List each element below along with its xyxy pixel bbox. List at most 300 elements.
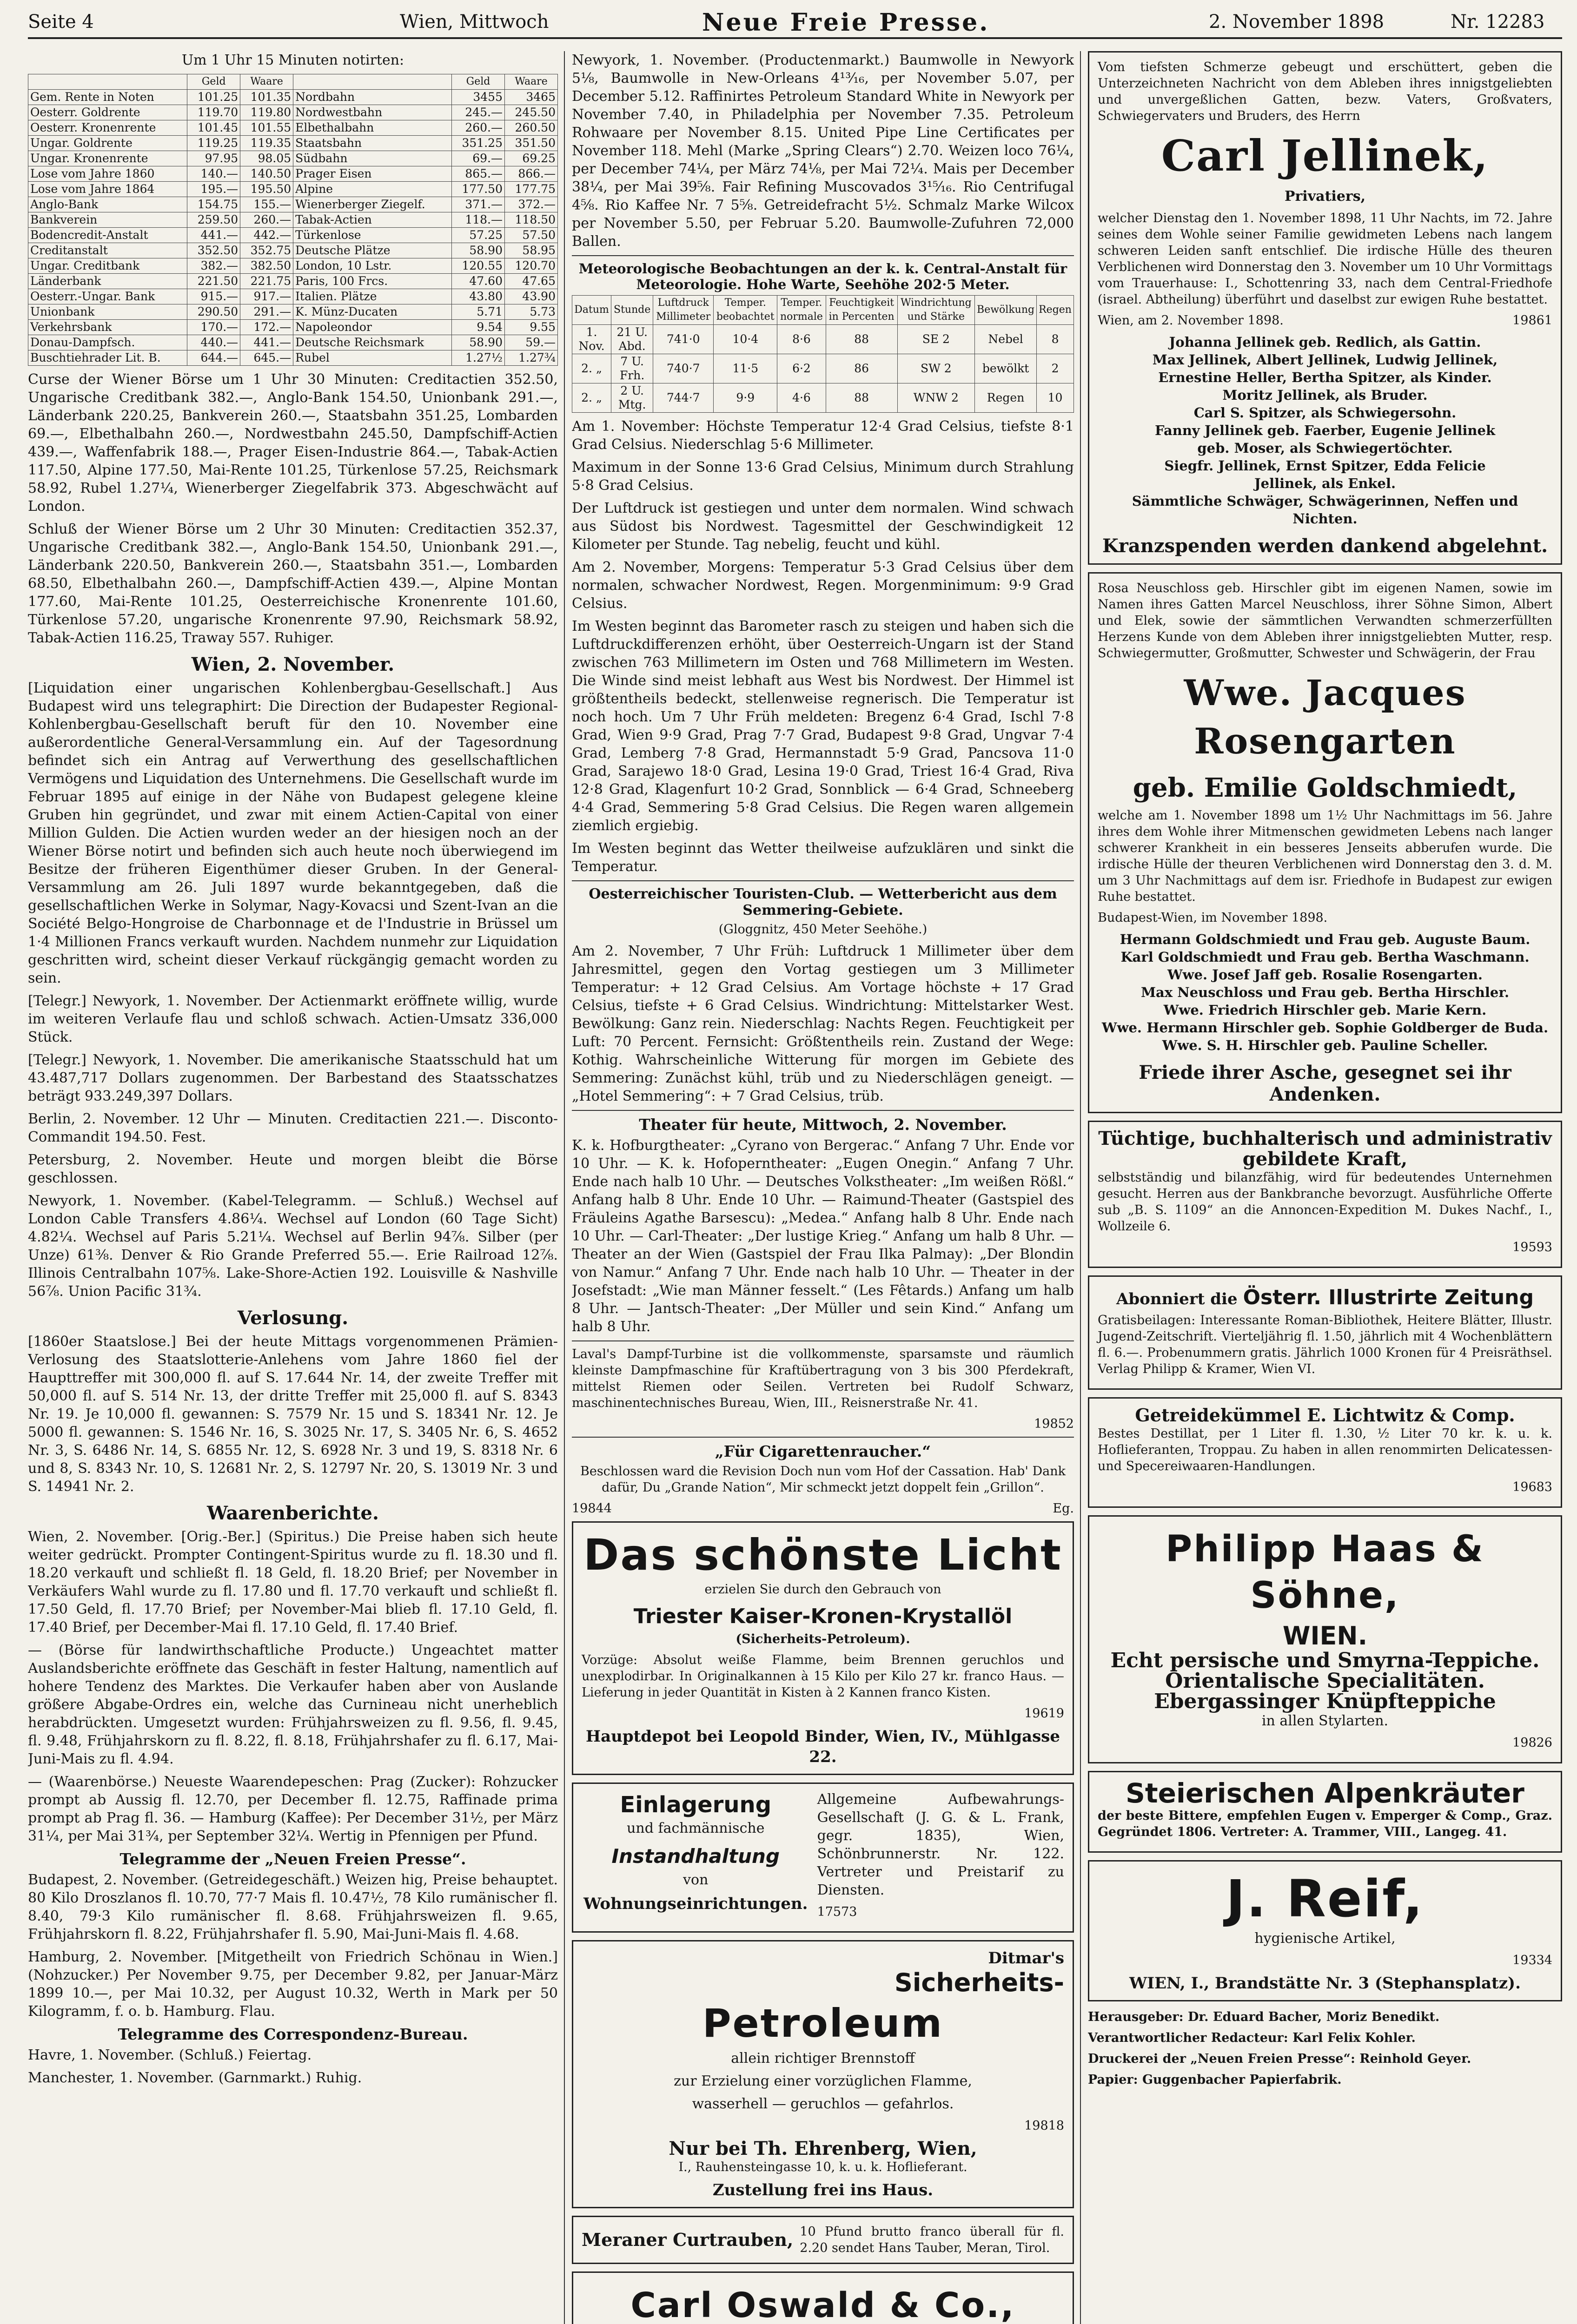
ad-line: Echt persische und Smyrna-Teppiche.: [1110, 1649, 1540, 1672]
article-waarenboerse: — (Waarenbörse.) Neueste Waarendepeschen: Prag (Zucker): Rohzucker prompt ab Aussig fl. 12.70, per December fl. 12.75, Raffinade prima prompt ab Prag fl. 36. — Hamburg (Kaffee): Per December 31½, per März 31¼, per Mai 31¾, per September 32¼. Wertig in Pfennigen per Pfund.: [28, 1774, 558, 1844]
ad-number: 19826: [1512, 1736, 1552, 1750]
relative-line: Wwe. Josef Jaff geb. Rosalie Rosengarten.: [1167, 967, 1483, 983]
col-header: Geld: [452, 74, 505, 90]
place-day: Wien, Mittwoch: [400, 11, 549, 33]
table-cell: 43.90: [504, 289, 557, 304]
obituary-date: Budapest-Wien, im November 1898.: [1098, 911, 1328, 925]
ad-line: zur Erzielung einer vorzüglichen Flamme,: [674, 2073, 972, 2089]
table-cell: Ungar. Creditbank: [28, 258, 187, 274]
table-row: [28, 212, 558, 228]
divider: [572, 880, 1074, 881]
table-cell: 98.05: [240, 151, 293, 166]
table-cell: Creditanstalt: [28, 243, 187, 258]
table-cell: 371.—: [452, 197, 505, 212]
table-cell: 101.55: [240, 120, 293, 136]
ad-line: Ebergassinger Knüpfteppiche: [1154, 1690, 1496, 1713]
table-cell: 915.—: [187, 289, 240, 304]
table-row: [28, 320, 558, 335]
table-cell: Oesterr.-Ungar. Bank: [28, 289, 187, 304]
obituary-jellinek: [1088, 51, 1562, 565]
table-cell: 195.—: [187, 182, 240, 197]
divider: [572, 1437, 1074, 1438]
table-cell: 58.90: [452, 243, 505, 258]
table-cell: Türkenlose: [293, 228, 452, 243]
met-text: Maximum in der Sonne 13·6 Grad Celsius, Minimum durch Strahlung 5·8 Grad Celsius.: [572, 459, 1074, 494]
relative-line: Johanna Jellinek geb. Redlich, als Gattin.: [1169, 334, 1481, 350]
ad-line: (Sicherheits-Petroleum).: [735, 1632, 910, 1646]
table-cell: 3455: [452, 90, 505, 105]
table-cell: 5.73: [504, 304, 557, 320]
table-cell: 3465: [504, 90, 557, 105]
table-cell: WNW 2: [897, 383, 974, 413]
relative-line: Hermann Goldschmiedt und Frau geb. Auguste Baum.: [1120, 931, 1531, 947]
article-spiritus: Wien, 2. November. [Orig.-Ber.] (Spiritus.) Die Preise haben sich heute weiter gedrückt. Prompter Contingent-Spiritus wurde zu fl. 18.30 und fl. 18.20 verkauft und schließt fl. 18 Geld, fl. 18.20 Brief; per November in Verkäufers Wahl wurde zu fl. 17.80 und fl. 17.70 verkauft und schließt fl. 17.50 Geld, fl. 17.70 Brief; per November-Mai blieb fl. 17.10 Geld, fl. 17.40 Brief, per December-Mai fl. 17.10 Geld, fl. 17.40 Brief.: [28, 1529, 558, 1636]
article-newyork-products: Newyork, 1. November. (Productenmarkt.) Baumwolle in Newyork 5⅛, Baumwolle in New-Orleans 4¹³⁄₁₆, per November 5.07, per December 5.12. Raffinirtes Petroleum Standard White in Newyork per November 7.40, in Philadelphia per November 7.35. Petroleum Rohwaare per November 8.15. United Pipe Line Certificates per November 118. Mehl (Marke „Spring Clears“) 2.70. Weizen loco 76¼, per December 74¼, per März 74⅛, per Mai 72¼. Mais per December 38¼, per Mai 39⅝. Fair Refining Muscovados 3¹⁵⁄₁₆. Rio Centrifugal 4⅝. Rio Kaffee Nr. 7 5⅝. Getreidefracht 5½. Schmalz Marke Wilcox per November 5.50, per Februar 5.20. Baumwolle-Zufuhren 72,000 Ballen.: [572, 52, 1074, 250]
met-text: Am 2. November, Morgens: Temperatur 5·3 Grad Celsius über dem normalen, schwacher Nordwest, Regen. Morgenminimum: 9·9 Grad Celsius.: [572, 559, 1074, 612]
table-cell: 6·2: [777, 354, 826, 383]
col-header: Temper. normale: [777, 296, 826, 325]
imprint-printer: Druckerei der „Neuen Freien Presse“: Reinhold Geyer.: [1088, 2052, 1471, 2066]
table-cell: 21 U. Abd.: [611, 325, 653, 354]
table-cell: K. Münz-Ducaten: [293, 304, 452, 320]
table-cell: 118.50: [504, 212, 557, 228]
table-cell: 291.—: [240, 304, 293, 320]
ad-alpenkraeuter: [1088, 1771, 1562, 1853]
table-cell: Unionbank: [28, 304, 187, 320]
table-row: [28, 350, 558, 366]
table-cell: 140.50: [240, 166, 293, 182]
table-cell: Alpine: [293, 182, 452, 197]
ad-headline: Tüchtige, buchhalterisch und administrativ gebildete Kraft,: [1098, 1128, 1552, 1170]
section-heading: Verlosung.: [237, 1307, 349, 1329]
relative-line: Karl Goldschmiedt und Frau geb. Bertha Waschmann.: [1120, 949, 1530, 965]
col-header: Windrichtung und Stärke: [897, 296, 974, 325]
relative-line: Wwe. S. H. Hirschler geb. Pauline Scheller.: [1162, 1037, 1488, 1053]
ad-line: Vorzüge: Absolut weiße Flamme, beim Brennen geruchlos und unexplodirbar. In Originalkannen à 15 Kilo per Kilo 27 kr. franco Haus. — Lieferung in jeder Quantität in Kisten à 2 Kannen franco Kisten.: [582, 1653, 1064, 1700]
table-row: [28, 304, 558, 320]
column-news: [572, 51, 1074, 2324]
table-cell: 4·6: [777, 383, 826, 413]
table-cell: 260.50: [504, 120, 557, 136]
divider: [572, 255, 1074, 256]
table-row: [28, 182, 558, 197]
ad-text: selbstständig und bilanzfähig, wird für bedeutendes Unternehmen gesucht. Herren aus der Bankbranche bevorzugt. Ausführliche Offerte sub „B. S. 1109“ an die Annoncen-Expedition M. Dukes Nachf., I., Wollzeile 6.: [1098, 1170, 1552, 1234]
table-cell: 195.50: [240, 182, 293, 197]
table-cell: 1. Nov.: [572, 325, 611, 354]
ad-buchhalter: [1088, 1121, 1562, 1268]
table-cell: 5.71: [452, 304, 505, 320]
relative-line: geb. Moser, als Schwiegertöchter.: [1197, 440, 1453, 456]
table-cell: 290.50: [187, 304, 240, 320]
table-cell: 177.75: [504, 182, 557, 197]
ad-line: Ditmar's: [988, 1949, 1064, 1967]
article-berlin: Berlin, 2. November. 12 Uhr — Minuten. Creditactien 221.—. Disconto-Commandit 194.50. Fest.: [28, 1111, 558, 1145]
table-cell: 10·4: [714, 325, 777, 354]
table-row: [28, 335, 558, 350]
table-cell: Prager Eisen: [293, 166, 452, 182]
obituary-text: Rosa Neuschloss geb. Hirschler gibt im eigenen Namen, sowie im Namen ihres Gatten Marcel Neuschloss, ihrer Söhne Simon, Albert und Elek, sowie der sämmtlichen Verwandten schmerzerfüllten Herzens Kunde von dem Ableben ihrer innigstgeliebten Mutter, resp. Schwiegermutter, Großmutter, Schwester und Schwägerin, der Frau: [1098, 581, 1552, 660]
table-cell: 170.—: [187, 320, 240, 335]
relative-line: Wwe. Hermann Hirschler geb. Sophie Goldberger de Buda.: [1101, 1020, 1549, 1036]
table-cell: 866.—: [504, 166, 557, 182]
obituary-text: Vom tiefsten Schmerze gebeugt und erschüttert, geben die Unterzeichneten Nachricht von dem Ableben ihres innigstgeliebten und unvergeßlichen Gatten, bezw. Vaters, Großvaters, Schwiegervaters und Bruders, des Herrn: [1098, 60, 1552, 123]
table-cell: 9·9: [714, 383, 777, 413]
ad-headline: Philipp Haas & Söhne,: [1166, 1528, 1484, 1617]
obituary-title: Privatiers,: [1284, 188, 1366, 205]
table-cell: 58.95: [504, 243, 557, 258]
col-header: Feuchtigkeit in Percenten: [826, 296, 897, 325]
table-cell: Tabak-Actien: [293, 212, 452, 228]
table-row: [572, 383, 1074, 413]
table-cell: 8·6: [777, 325, 826, 354]
ad-number: 19334: [1512, 1953, 1552, 1967]
table-cell: 140.—: [187, 166, 240, 182]
col-header: [293, 74, 452, 90]
table-cell: 741·0: [653, 325, 714, 354]
ad-illustrirte-zeitung: [1088, 1275, 1562, 1390]
ad-headline: Carl Oswald & Co.,: [630, 2285, 1015, 2324]
ad-number: 19683: [1512, 1480, 1552, 1494]
table-cell: Nordwestbahn: [293, 105, 452, 120]
table-row: [28, 136, 558, 151]
ad-line: erzielen Sie durch den Gebrauch von: [704, 1582, 941, 1597]
table-cell: 119.70: [187, 105, 240, 120]
table-cell: 440.—: [187, 335, 240, 350]
table-cell: Lose vom Jahre 1864: [28, 182, 187, 197]
table-cell: 10: [1037, 383, 1074, 413]
table-cell: 245.50: [504, 105, 557, 120]
column-notices: [1088, 51, 1562, 2324]
table-cell: 351.50: [504, 136, 557, 151]
ad-city: WIEN.: [1282, 1621, 1368, 1651]
table-cell: Deutsche Reichsmark: [293, 335, 452, 350]
ad-einlagerung: [572, 1783, 1074, 1933]
table-cell: 259.50: [187, 212, 240, 228]
ad-laval: Laval's Dampf-Turbine ist die vollkommenste, sparsamste und räumlich kleinste Dampfmaschine für Kraftübertragung von 3 bis 300 Pferdekraft, mittelst Riemen oder Seilen. Vertreten bei Rudolf Schwarz, maschinentechnisches Bureau, Wien, III., Reisnerstraße Nr. 41.: [572, 1347, 1074, 1410]
table-cell: bewölkt: [975, 354, 1037, 383]
table-cell: 260.—: [452, 120, 505, 136]
table-cell: Bodencredit-Anstalt: [28, 228, 187, 243]
ad-kaiser-kronen: [572, 1521, 1074, 1775]
ad-number: 19818: [1024, 2119, 1064, 2133]
table-row: [28, 166, 558, 182]
ad-headline: Einlagerung: [620, 1792, 772, 1818]
ad-line: Orientalische Specialitäten.: [1165, 1669, 1485, 1693]
table-cell: 352.75: [240, 243, 293, 258]
table-cell: 57.25: [452, 228, 505, 243]
table-cell: Verkehrsbank: [28, 320, 187, 335]
table-cell: Oesterr. Goldrente: [28, 105, 187, 120]
table-cell: 47.65: [504, 274, 557, 289]
table-cell: 7 U. Frh.: [611, 354, 653, 383]
table-cell: 744·7: [653, 383, 714, 413]
ad-text: 10 Pfund brutto franco überall für fl. 2.20 sendet Hans Tauber, Meran, Tirol.: [800, 2225, 1064, 2255]
page-number: Seite 4: [28, 11, 94, 33]
ad-headline: Instandhaltung: [611, 1845, 780, 1868]
table-cell: 740·7: [653, 354, 714, 383]
obituary-relatives: [1098, 931, 1552, 1054]
table-cell: 382.50: [240, 258, 293, 274]
table-cell: 119.80: [240, 105, 293, 120]
table-cell: 441.—: [240, 335, 293, 350]
relative-line: Fanny Jellinek geb. Faerber, Eugenie Jellinek: [1154, 423, 1496, 438]
ad-line: von: [683, 1872, 709, 1888]
imprint-paper: Papier: Guggenbacher Papierfabrik.: [1088, 2073, 1342, 2087]
ad-number: 19844: [572, 1501, 612, 1516]
ad-getreidekuemmel: [1088, 1397, 1562, 1508]
met-text: Im Westen beginnt das Barometer rasch zu steigen und haben sich die Luftdruckdifferenzen erhöht, über Oesterreich-Ungarn ist der Stand zwischen 763 Millimetern im Osten und 768 Millimetern im Westen. Die Winde sind meist lebhaft aus West bis Nordwest. Der Himmel ist größtentheils bedeckt, stellenweise regnerisch. Die Temperatur ist noch hoch. Um 7 Uhr Früh meldeten: Bregenz 6·4 Grad, Ischl 7·8 Grad, Wien 9·9 Grad, Prag 7·7 Grad, Budapest 9·8 Grad, Ungvar 7·4 Grad, Lemberg 7·8 Grad, Hermannstadt 5·9 Grad, Pancsova 11·0 Grad, Sarajewo 18·0 Grad, Lesina 19·0 Grad, Triest 16·4 Grad, Riva 12·8 Grad, Klagenfurt 10·2 Grad, Sonnblick — 6·4 Grad, Schneeberg 4·4 Grad, Semmering 5·8 Grad Celsius. Die Regen waren allgemein ziemlich ergiebig.: [572, 618, 1074, 834]
relative-line: Max Neuschloss und Frau geb. Bertha Hirschler.: [1140, 984, 1510, 1000]
obituary-text: welche am 1. November 1898 um 1½ Uhr Nachmittags im 56. Jahre ihres dem Wohle ihrer Mitmenschen gewidmeten Lebens nach langer schwerer Krankheit in ein besseres Jenseits abberufen wurde. Die irdische Hülle der theuren Verblichenen wird Donnerstag den 3. d. M. um 3 Uhr Nachmittags auf dem isr. Friedhofe in Budapest zur ewigen Ruhe bestattet.: [1098, 808, 1552, 904]
theatre-title: Theater für heute, Mittwoch, 2. November.: [639, 1116, 1007, 1134]
ad-reif: [1088, 1860, 1562, 2001]
column-rule: [564, 51, 565, 2324]
table-row: [28, 105, 558, 120]
table-row: [28, 274, 558, 289]
col-header: Waare: [240, 74, 293, 90]
ad-haas: [1088, 1515, 1562, 1763]
table-row: [28, 120, 558, 136]
quote-table: [28, 74, 558, 366]
section-heading: Telegramme der „Neuen Freien Presse“.: [119, 1850, 466, 1868]
relative-line: Siegfr. Jellinek, Ernst Spitzer, Edda Felicie: [1164, 458, 1486, 474]
imprint-editor: Verantwortlicher Redacteur: Karl Felix Kohler.: [1088, 2031, 1416, 2045]
section-heading: Wien, 2. November.: [191, 654, 395, 675]
met-table: [572, 295, 1074, 413]
table-cell: 118.—: [452, 212, 505, 228]
touristen-report: Am 2. November, 7 Uhr Früh: Luftdruck 1 Millimeter über dem Jahresmittel, gegen den Vortag gestiegen um 3 Millimeter Temperatur: + 12 Grad Celsius. Am Vortage höchste + 17 Grad Celsius, tiefste + 6 Grad Celsius. Windrichtung: Mittelstarker West. Bewölkung: Ganz rein. Niederschlag: Nachts Regen. Feuchtigkeit per Luft: 70 Percent. Fernsicht: Größtentheils rein. Zustand der Wege: Kothig. Wahrscheinliche Witterung für morgen im Gebiete des Semmering: Zunächst kühl, trüb und zu Niederschlägen geneigt. — „Hotel Semmering“: + 7 Grad Celsius, trüb.: [572, 943, 1074, 1104]
divider: [572, 1340, 1074, 1341]
table-cell: 352.50: [187, 243, 240, 258]
col-header: Luftdruck Millimeter: [653, 296, 714, 325]
quote-table-body: [28, 90, 558, 366]
table-row: [28, 258, 558, 274]
table-cell: Oesterr. Kronenrente: [28, 120, 187, 136]
table-cell: 172.—: [240, 320, 293, 335]
table-cell: Napoleondor: [293, 320, 452, 335]
article-liquidation: [Liquidation einer ungarischen Kohlenbergbau-Gesellschaft.] Aus Budapest wird uns telegraphirt: Die Direction der Budapester Regional-Kohlenbergbau-Gesellschaft beruft für den 10. November eine außerordentliche General-Versammlung ein. Auf der Tagesordnung befindet sich ein Antrag auf Verwerthung des gesellschaftlichen Vermögens und Liquidation des Unternehmens. Die Gesellschaft wurde im Februar 1895 auf einige in der Nähe von Budapest gelegene kleine Gruben hin gegründet, und zwar mit einem Actien-Capital von einer Million Gulden. Die Actien wurden weder an der hiesigen noch an der Wiener Börse notirt und befinden sich auch heute noch überwiegend im Besitze der früheren Eigenthümer dieser Gruben. In der General-Versammlung am 26. Juli 1897 wurde bekanntgegeben, daß die gesellschaftlichen Werke in Solymar, Nagy-Kovacsi und Szent-Ivan an die Société Belgo-Hongroise de Charbonnage et de l'Industrie in Brüssel um 1·4 Millionen Francs verkauft wurden. Nachdem nunmehr zur Liquidation geschritten wird, scheint dieser Verkauf rückgängig gemacht worden zu sein.: [28, 680, 558, 986]
theatre-listing: K. k. Hofburgtheater: „Cyrano von Bergerac.“ Anfang 7 Uhr. Ende vor 10 Uhr. — K. k. Hofoperntheater: „Eugen Onegin.“ Anfang 7 Uhr. Ende nach halb 10 Uhr. — Deutsches Volkstheater: „Im weißen Rößl.“ Anfang halb 8 Uhr. Ende 10 Uhr. — Raimund-Theater (Gastspiel des Fräuleins Agathe Barsescu): „Medea.“ Anfang halb 8 Uhr. Ende nach 10 Uhr. — Carl-Theater: „Der lustige Krieg.“ Anfang um halb 8 Uhr. — Theater an der Wien (Gastspiel der Frau Ilka Palmay): „Der Blondin von Namur.“ Anfang 7 Uhr. Ende nach halb 10 Uhr. — Theater in der Josefstadt: „Wie man Männer fesselt.“ (Les Fêtards.) Anfang um halb 8 Uhr. — Jantsch-Theater: „Der Müller und sein Kind.“ Anfang um halb 8 Uhr.: [572, 1137, 1074, 1335]
relative-line: Moritz Jellinek, als Bruder.: [1222, 387, 1428, 403]
article-havre: Havre, 1. November. (Schluß.) Feiertag.: [28, 2047, 312, 2063]
table-row: [28, 90, 558, 105]
ad-headline: Das schönste Licht: [583, 1530, 1063, 1580]
relative-line: Carl S. Spitzer, als Schwiegersohn.: [1193, 405, 1457, 421]
table-cell: 88: [826, 383, 897, 413]
issue-date: 2. November 1898: [1209, 11, 1385, 33]
col-header: Bewölkung: [975, 296, 1037, 325]
ad-number: 19593: [1512, 1240, 1552, 1254]
table-row: [28, 243, 558, 258]
touristen-sub: (Gloggnitz, 450 Meter Seehöhe.): [718, 922, 928, 937]
table-cell: 58.90: [452, 335, 505, 350]
table-cell: 865.—: [452, 166, 505, 182]
table-cell: 177.50: [452, 182, 505, 197]
table-cell: Regen: [975, 383, 1037, 413]
table-cell: SE 2: [897, 325, 974, 354]
section-heading: Telegramme des Correspondenz-Bureau.: [118, 2025, 468, 2043]
table-cell: 101.45: [187, 120, 240, 136]
ad-text: der beste Bittere, empfehlen Eugen v. Emperger & Comp., Graz. Gegründet 1806. Vertreter: A. Trammer, VIII., Langeg. 41.: [1098, 1809, 1552, 1839]
article-petersburg: Petersburg, 2. November. Heute und morgen bleibt die Börse geschlossen.: [28, 1152, 558, 1186]
table-cell: 351.25: [452, 136, 505, 151]
masthead: Neue Freie Presse.: [702, 8, 990, 37]
ad-number: 19852: [1034, 1417, 1074, 1431]
table-cell: 245.—: [452, 105, 505, 120]
table-cell: 101.35: [240, 90, 293, 105]
col-header: Regen: [1037, 296, 1074, 325]
table-cell: 119.25: [187, 136, 240, 151]
table-cell: 372.—: [504, 197, 557, 212]
ad-line: und fachmännische: [627, 1820, 765, 1836]
table-cell: 97.95: [187, 151, 240, 166]
ad-headline: Petroleum: [702, 2000, 943, 2046]
table-cell: 221.75: [240, 274, 293, 289]
ad-number: 19861: [1512, 313, 1552, 328]
article-newyork-kabel: Newyork, 1. November. (Kabel-Telegramm. — Schluß.) Wechsel auf London Cable Transfers 4.86¼. Wechsel auf London (60 Tage Sicht) 4.82¼. Wechsel auf Paris 5.21¼. Wechsel auf Berlin 94⅞. Silber (per Unze) 61⅜. Denver & Rio Grande Preferred 55.—. Erie Railroad 12⅞. Illinois Centralbahn 107⅝. Lake-Shore-Actien 192. Louisville & Nashville 56⅞. Union Pacific 31¾.: [28, 1193, 558, 1300]
obituary-maiden-name: geb. Emilie Goldschmiedt,: [1133, 772, 1517, 803]
ad-product: Triester Kaiser-Kronen-Krystallöl: [633, 1604, 1013, 1628]
obituary-name: Carl Jellinek,: [1161, 131, 1489, 181]
table-cell: 917.—: [240, 289, 293, 304]
column-finance: [28, 51, 558, 2324]
table-cell: 59.—: [504, 335, 557, 350]
table-cell: 645.—: [240, 350, 293, 366]
table-cell: Elbethalbahn: [293, 120, 452, 136]
divider: [572, 1110, 1074, 1111]
obituary-date: Wien, am 2. November 1898.: [1098, 313, 1284, 328]
relative-line: Max Jellinek, Albert Jellinek, Ludwig Jellinek,: [1152, 352, 1498, 368]
col-header: Temper. beobachtet: [714, 296, 777, 325]
table-cell: 120.70: [504, 258, 557, 274]
table-cell: 43.80: [452, 289, 505, 304]
boerse-2-30: Schluß der Wiener Börse um 2 Uhr 30 Minuten: Creditactien 352.37, Ungarische Creditbank 382.—, Anglo-Bank 154.50, Unionbank 291.—, Länderbank 220.50, Bankverein 260.—, Staatsbahn 351.—, Lombarden 68.50, Elbethalbahn 260.—, Dampfschiff-Actien 439.—, Alpine Montan 177.60, Mai-Rente 101.25, Oesterreichische Kronenrente 101.60, Türkenlose 57.20, ungarische Kronenrente 97.90, Reichsmark 58.92, Tabak-Actien 116.25, Traway 557. Ruhiger.: [28, 521, 558, 646]
table-cell: Länderbank: [28, 274, 187, 289]
article-budapest: Budapest, 2. November. (Getreidegeschäft.) Weizen hig, Preise behauptet. 80 Kilo Droszlanos fl. 10.70, 77·7 Mais fl. 10.47½, 78 Kilo rumänischer fl. 8.40, 79·3 Kilo rumänischer fl. 8.68. Frühjahrsweizen fl. 9.65, Frühjahrskorn fl. 8.22, Frühjahrshafer fl. 5.90, Mai-Juni-Mais fl. 4.68.: [28, 1872, 558, 1942]
table-row: [28, 289, 558, 304]
ad-headline: Steierischen Alpenkräuter: [1126, 1777, 1524, 1809]
table-row: [572, 354, 1074, 383]
col-header: Datum: [572, 296, 611, 325]
ad-number: 19619: [1024, 1706, 1064, 1721]
table-cell: 119.35: [240, 136, 293, 151]
obituary-name: Wwe. Jacques Rosengarten: [1184, 672, 1466, 762]
quote-table-title: Um 1 Uhr 15 Minuten notirten:: [181, 52, 404, 68]
table-cell: 57.50: [504, 228, 557, 243]
table-cell: Gem. Rente in Noten: [28, 90, 187, 105]
column-rule: [1080, 51, 1081, 2324]
table-cell: 8: [1037, 325, 1074, 354]
table-cell: 69.—: [452, 151, 505, 166]
obituary-rosengarten: [1088, 572, 1562, 1113]
table-cell: Nordbahn: [293, 90, 452, 105]
table-cell: 155.—: [240, 197, 293, 212]
table-row: [28, 151, 558, 166]
table-cell: 154.75: [187, 197, 240, 212]
col-header: Geld: [187, 74, 240, 90]
page-header: [28, 5, 1562, 39]
table-cell: 9.55: [504, 320, 557, 335]
table-cell: 2. „: [572, 383, 611, 413]
table-cell: 260.—: [240, 212, 293, 228]
met-outlook: Im Westen beginnt das Wetter theilweise aufzuklären und sinkt die Temperatur.: [572, 840, 1074, 875]
table-cell: 2: [1037, 354, 1074, 383]
table-cell: 69.25: [504, 151, 557, 166]
table-cell: 1.27½: [452, 350, 505, 366]
obituary-relatives: [1098, 333, 1552, 528]
table-cell: 2. „: [572, 354, 611, 383]
ad-line: Nur bei Th. Ehrenberg, Wien,: [669, 2138, 977, 2159]
table-cell: 9.54: [452, 320, 505, 335]
article-hamburg: Hamburg, 2. November. [Mitgetheilt von Friedrich Schönau in Wien.] (Nohzucker.) Per November 9.75, per December 9.82, per Januar-März 1899 10.—, per Mai 10.32, per August 10.32, Werth in Mark per 50 Kilogramm, f. o. b. Hamburg. Flau.: [28, 1949, 558, 2020]
table-cell: SW 2: [897, 354, 974, 383]
table-cell: Donau-Dampfsch.: [28, 335, 187, 350]
ad-meraner: [572, 2216, 1074, 2264]
table-cell: Südbahn: [293, 151, 452, 166]
table-cell: 11·5: [714, 354, 777, 383]
table-cell: Ungar. Goldrente: [28, 136, 187, 151]
cigarette-title: „Für Cigarettenraucher.“: [715, 1442, 931, 1460]
ad-line: hygienische Artikel,: [1254, 1930, 1396, 1947]
obituary-signoff: Kranzspenden werden dankend abgelehnt.: [1102, 535, 1548, 557]
ad-address: Hauptdepot bei Leopold Binder, Wien, IV., Mühlgasse 22.: [585, 1727, 1060, 1766]
ad-text: Allgemeine Aufbewahrungs-Gesellschaft (J. G. & L. Frank, gegr. 1835), Wien, Schönbrunnerstr. Nr. 122. Vertreter und Preistarif zu Diensten.: [817, 1791, 1064, 1898]
relative-line: Sämmtliche Schwäger, Schwägerinnen, Neffen und Nichten.: [1132, 493, 1518, 527]
section-heading: Waarenberichte.: [207, 1502, 379, 1524]
cigarette-signature: Eg.: [1053, 1501, 1074, 1516]
col-header: Stunde: [611, 296, 653, 325]
ad-line: Zustellung frei ins Haus.: [712, 2181, 934, 2199]
table-cell: Buschtiehrader Lit. B.: [28, 350, 187, 366]
ad-headline: Getreidekümmel E. Lichtwitz & Comp.: [1135, 1405, 1515, 1426]
relative-line: Wwe. Friedrich Hirschler geb. Marie Kern.: [1163, 1002, 1487, 1018]
table-cell: 88: [826, 325, 897, 354]
ad-line: in allen Stylarten.: [1261, 1713, 1389, 1729]
ad-address: WIEN, I., Brandstätte Nr. 3 (Stephansplatz).: [1129, 1974, 1521, 1993]
ad-line: Wohnungseinrichtungen.: [583, 1895, 808, 1913]
ad-text: Gratisbeilagen: Interessante Roman-Bibliothek, Heitere Blätter, Illustr. Jugend-Zeitschrift. Vierteljährig fl. 1.50, jährlich mit 4 Wochenblättern fl. 6.—. Probenummern gratis. Jährlich 1000 Kronen für 4 Preisräthsel. Verlag Philipp & Kramer, Wien VI.: [1098, 1313, 1552, 1376]
table-cell: 2 U. Mtg.: [611, 383, 653, 413]
met-text: Der Luftdruck ist gestiegen und unter dem normalen. Wind schwach aus Südost bis Nordwest. Tagesmittel der Geschwindigkeit 12 Kilometer per Stunde. Tag nebelig, feucht und kühl.: [572, 500, 1074, 553]
table-cell: Ungar. Kronenrente: [28, 151, 187, 166]
ad-headline: J. Reif,: [1226, 1869, 1424, 1928]
table-cell: 221.50: [187, 274, 240, 289]
table-row: [28, 197, 558, 212]
table-cell: Rubel: [293, 350, 452, 366]
article-newyork-staatsschuld: [Telegr.] Newyork, 1. November. Die amerikanische Staatsschuld hat um 43.487,717 Dollars zugenommen. Der Barbestand des Staatsschatzes beträgt 933.249,397 Dollars.: [28, 1052, 558, 1104]
article-staatslose: [1860er Staatslose.] Bei der heute Mittags vorgenommenen Prämien-Verlosung des Staatslotterie-Anlehens vom Jahre 1860 fiel der Haupttreffer mit 300,000 fl. auf S. 17.644 Nr. 14, der zweite Treffer mit 50,000 fl. auf S. 514 Nr. 13, der dritte Treffer mit 25,000 fl. auf S. 8343 Nr. 19. Je 10,000 fl. gewannen: S. 7579 Nr. 15 und S. 18341 Nr. 12. Je 5000 fl. gewannen: S. 1546 Nr. 16, S. 3025 Nr. 17, S. 3405 Nr. 6, S. 4652 Nr. 3, S. 6486 Nr. 14, S. 6855 Nr. 12, S. 6928 Nr. 3 und 19, S. 8318 Nr. 6 und 8, S. 8343 Nr. 10, S. 12681 Nr. 2, S. 12797 Nr. 20, S. 13019 Nr. 3 und S. 14941 Nr. 2.: [28, 1334, 558, 1495]
relative-line: Jellinek, als Enkel.: [1254, 475, 1396, 491]
ad-ditmar: [572, 1940, 1074, 2208]
ad-number: 17573: [817, 1905, 857, 1919]
table-cell: 101.25: [187, 90, 240, 105]
table-cell: Anglo-Bank: [28, 197, 187, 212]
table-cell: 442.—: [240, 228, 293, 243]
obituary-signoff: Friede ihrer Asche, gesegnet sei ihr Andenken.: [1139, 1062, 1511, 1105]
table-cell: Italien. Plätze: [293, 289, 452, 304]
touristen-title: Oesterreichischer Touristen-Club. — Wetterbericht aus dem Semmering-Gebiete.: [589, 886, 1057, 918]
ad-line: wasserhell — geruchlos — gefahrlos.: [692, 2096, 954, 2112]
table-cell: Bankverein: [28, 212, 187, 228]
col-header: Waare: [504, 74, 557, 90]
met-text: Am 1. November: Höchste Temperatur 12·4 Grad Celsius, tiefste 8·1 Grad Celsius. Niederschlag 5·6 Millimeter.: [572, 418, 1074, 453]
ad-line: allein richtiger Brennstoff: [731, 2050, 915, 2067]
table-row: [28, 228, 558, 243]
table-cell: 1.27¾: [504, 350, 557, 366]
table-cell: 86: [826, 354, 897, 383]
table-cell: Lose vom Jahre 1860: [28, 166, 187, 182]
table-cell: 644.—: [187, 350, 240, 366]
